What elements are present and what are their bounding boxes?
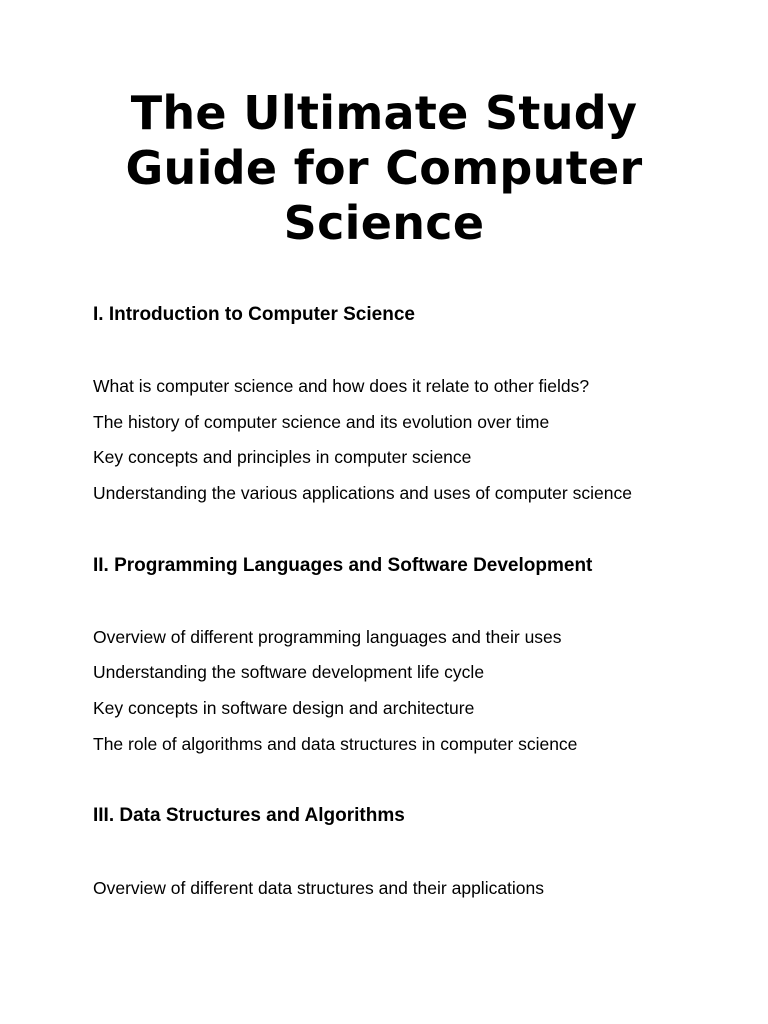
list-item: Overview of different programming languages and their uses [93,627,562,647]
section-heading-programming: II. Programming Languages and Software Development [93,555,593,576]
document-title: The Ultimate Study Guide for Computer Science [125,86,643,250]
section-heading-data-structures: III. Data Structures and Algorithms [93,805,405,826]
section-heading-introduction: I. Introduction to Computer Science [93,304,415,325]
list-item: Understanding the software development life cycle [93,662,485,682]
list-item: Key concepts in software design and architecture [93,698,475,718]
list-item: Understanding the various applications and uses of computer science [93,483,632,503]
list-item: The role of algorithms and data structures in computer science [93,734,578,754]
list-item: Key concepts and principles in computer science [93,447,472,467]
list-item: Overview of different data structures and their applications [93,878,545,898]
list-item: What is computer science and how does it relate to other fields? [93,376,590,396]
list-item: The history of computer science and its evolution over time [93,412,550,432]
